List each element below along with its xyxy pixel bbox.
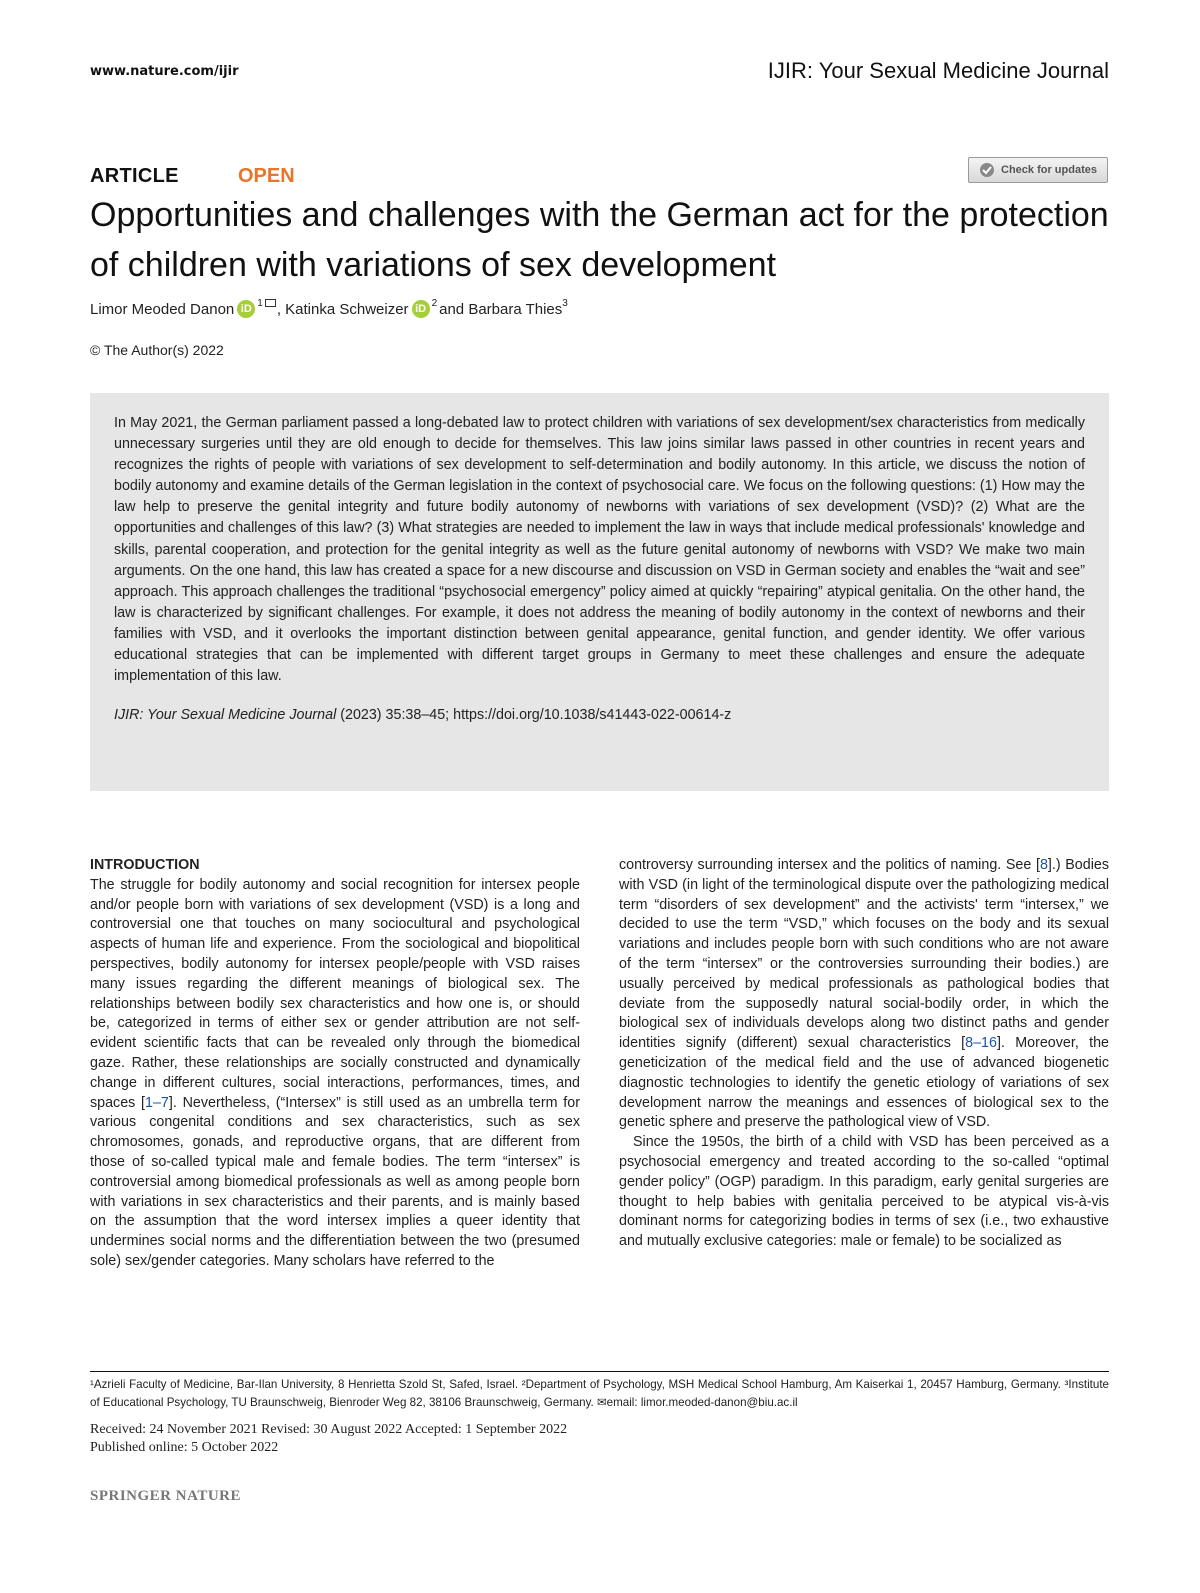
check-for-updates-button[interactable] xyxy=(968,157,1108,183)
author-name: , Katinka Schweizer xyxy=(276,300,409,318)
reference-link[interactable]: 8–16 xyxy=(965,1035,997,1052)
body-text: controversy surrounding intersex and the politics of naming. See [ xyxy=(619,857,1040,873)
footnote-divider xyxy=(90,1371,1109,1372)
body-column-left xyxy=(90,856,580,1272)
orcid-icon[interactable]: iD xyxy=(412,300,430,318)
affiliations: ¹Azrieli Faculty of Medicine, Bar-Ilan University, 8 Henrietta Szold St, Safed, Israel. ²Department of Psychology, MSH Medical School Hamburg, Am Kaiserkai 1, 20457 Hamburg, Germany. ³Institute of Educational Psychology, TU Braunschweig, Bienroder Weg 82, 38106 Braunschweig, Germany. ✉email: limor.meoded-danon@biu.ac.il xyxy=(90,1378,1109,1409)
citation-journal: IJIR: Your Sexual Medicine Journal xyxy=(114,707,337,724)
abstract-box xyxy=(90,393,1109,791)
body-text: The struggle for bodily autonomy and social recognition for intersex people and/or people born with variations of sex development (VSD) is a long and controversial one that touches on many sociocultural and psychological aspects of human life and experience. From the sociological and biopolitical perspectives, bodily autonomy for intersex people/people with VSD raises many issues regarding the different meanings of biological sex. The relationships between bodily sex characteristics and how one is, or should be, categorized in terms of either sex or gender attribution are not self-evident scientific facts that can be revealed only through the biomedical gaze. Rather, these relationships are socially constructed and dynamically change in different cultures, social interactions, performances, times, and spaces [ xyxy=(90,876,580,1111)
email-icon[interactable] xyxy=(265,299,276,307)
published-date: Published online: 5 October 2022 xyxy=(90,1440,279,1455)
received-dates: Received: 24 November 2021 Revised: 30 August 2022 Accepted: 1 September 2022 xyxy=(90,1422,568,1437)
publication-dates xyxy=(90,1421,567,1457)
body-text: ]. Moreover, the geneticization of the medical field and the use of advanced biogenetic diagnostic technologies to identify the genetic etiology of variations of sex development narrow the meanings and essences of biological sex to the genetic sphere and preserve the pathological view of VSD. xyxy=(619,1035,1109,1131)
open-access-label: OPEN xyxy=(238,165,295,187)
body-text: ]. Nevertheless, (“Intersex” is still used as an umbrella term for various congenital conditions and sex characteristics, such as sex chromosomes, gonads, and reproductive organs, that are different from those of so-called typical male and female bodies. The term “intersex” is controversial among biomedical professionals as well as among people born with variations in sex characteristics and their parents, and is mainly based on the assumption that the word intersex implies a queer identity that undermines social norms and the differentiation between the two (presumed sole) sex/gender categories. Many scholars have referred to the xyxy=(90,1094,580,1269)
author-name: Limor Meoded Danon xyxy=(90,300,235,318)
citation-line xyxy=(114,707,1085,723)
affiliation-superscript: 2 xyxy=(431,297,438,309)
copyright-notice: © The Author(s) 2022 xyxy=(90,342,224,358)
body-column-right xyxy=(619,856,1109,1252)
author-list xyxy=(90,297,570,318)
article-title: Opportunities and challenges with the German act for the protection of children with variations of sex development xyxy=(90,196,1109,284)
affiliation-superscript: 3 xyxy=(562,297,568,309)
journal-name: IJIR: Your Sexual Medicine Journal xyxy=(767,58,1109,83)
body-paragraph: Since the 1950s, the birth of a child with VSD has been perceived as a psychosocial emergency and treated according to the so-called “optimal gender policy” (OGP) paradigm. In this paradigm, early genital surgeries are thought to help babies with genitalia perceived to be atypical vis-à-vis dominant norms for categorizing bodies in terms of sex (i.e., two exhaustive and mutually exclusive categories: male or female) to be socialized as xyxy=(619,1134,1109,1250)
abstract-text: In May 2021, the German parliament passed a long-debated law to protect children with variations of sex development/sex characteristics from medically unnecessary surgeries until they are old enough to decide for themselves. This law joins similar laws passed in other countries in recent years and recognizes the rights of people with variations of sex development to self-determination and bodily autonomy. In this article, we discuss the notion of bodily autonomy and examine details of the German legislation in the context of psychosocial care. We focus on the following questions: (1) How may the law help to preserve the genital integrity and future bodily autonomy of newborns with variations of sex development (VSD)? (2) What are the opportunities and challenges of this law? (3) What strategies are needed to implement the law in ways that include medical professionals' knowledge and skills, parental cooperation, and protection for the genital integrity as well as the future genital autonomy of newborns with VSD? We make two main arguments. On the one hand, this law has created a space for a new discourse and discussion on VSD in German society and enables the “wait and see” approach. This approach challenges the traditional “psychosocial emergency” policy aimed at quickly “repairing” atypical genitalia. On the other hand, the law is characterized by significant challenges. For example, it does not address the meaning of bodily autonomy in the context of newborns and their families with VSD, and it overlooks the important distinction between genital appearance, genital function, and gender identity. We offer various educational strategies that can be implemented with different target groups in Germany to meet these challenges and ensure the adequate implementation of this law. xyxy=(114,415,1085,685)
body-paragraph xyxy=(90,876,580,1272)
reference-link[interactable]: 8 xyxy=(1039,857,1048,873)
body-paragraph xyxy=(619,856,1109,1133)
author-name: and Barbara Thies xyxy=(439,300,563,318)
check-for-updates-label: Check for updates xyxy=(1001,164,1097,176)
orcid-icon[interactable]: iD xyxy=(237,300,255,318)
affiliation-superscript: 1 xyxy=(257,297,263,309)
journal-url[interactable]: www.nature.com/ijir xyxy=(90,64,239,79)
section-heading: INTRODUCTION xyxy=(90,857,200,873)
article-type-label: ARTICLE xyxy=(90,165,179,187)
reference-link[interactable]: 1–7 xyxy=(145,1094,169,1111)
body-text: ].) Bodies with VSD (in light of the terminological dispute over the pathologizing medical term “disorders of sex development” and the activists' term “intersex,” we decided to use the term “VSD,” which focuses on the body and its sexual variations and includes people born with such conditions who are not aware of the term “intersex” or the controversies surrounding their bodies.) are usually perceived by medical professionals as pathological bodies that deviate from the supposedly natural social-bodily order, in which the biological sex of individuals develops along two distinct paths and gender identities signify (different) sexual characteristics [ xyxy=(619,857,1109,1052)
check-updates-icon xyxy=(979,162,995,178)
publisher-logo: SPRINGER NATURE xyxy=(90,1488,241,1504)
citation-details[interactable]: (2023) 35:38–45; https://doi.org/10.1038/s41443-022-00614-z xyxy=(336,707,732,724)
